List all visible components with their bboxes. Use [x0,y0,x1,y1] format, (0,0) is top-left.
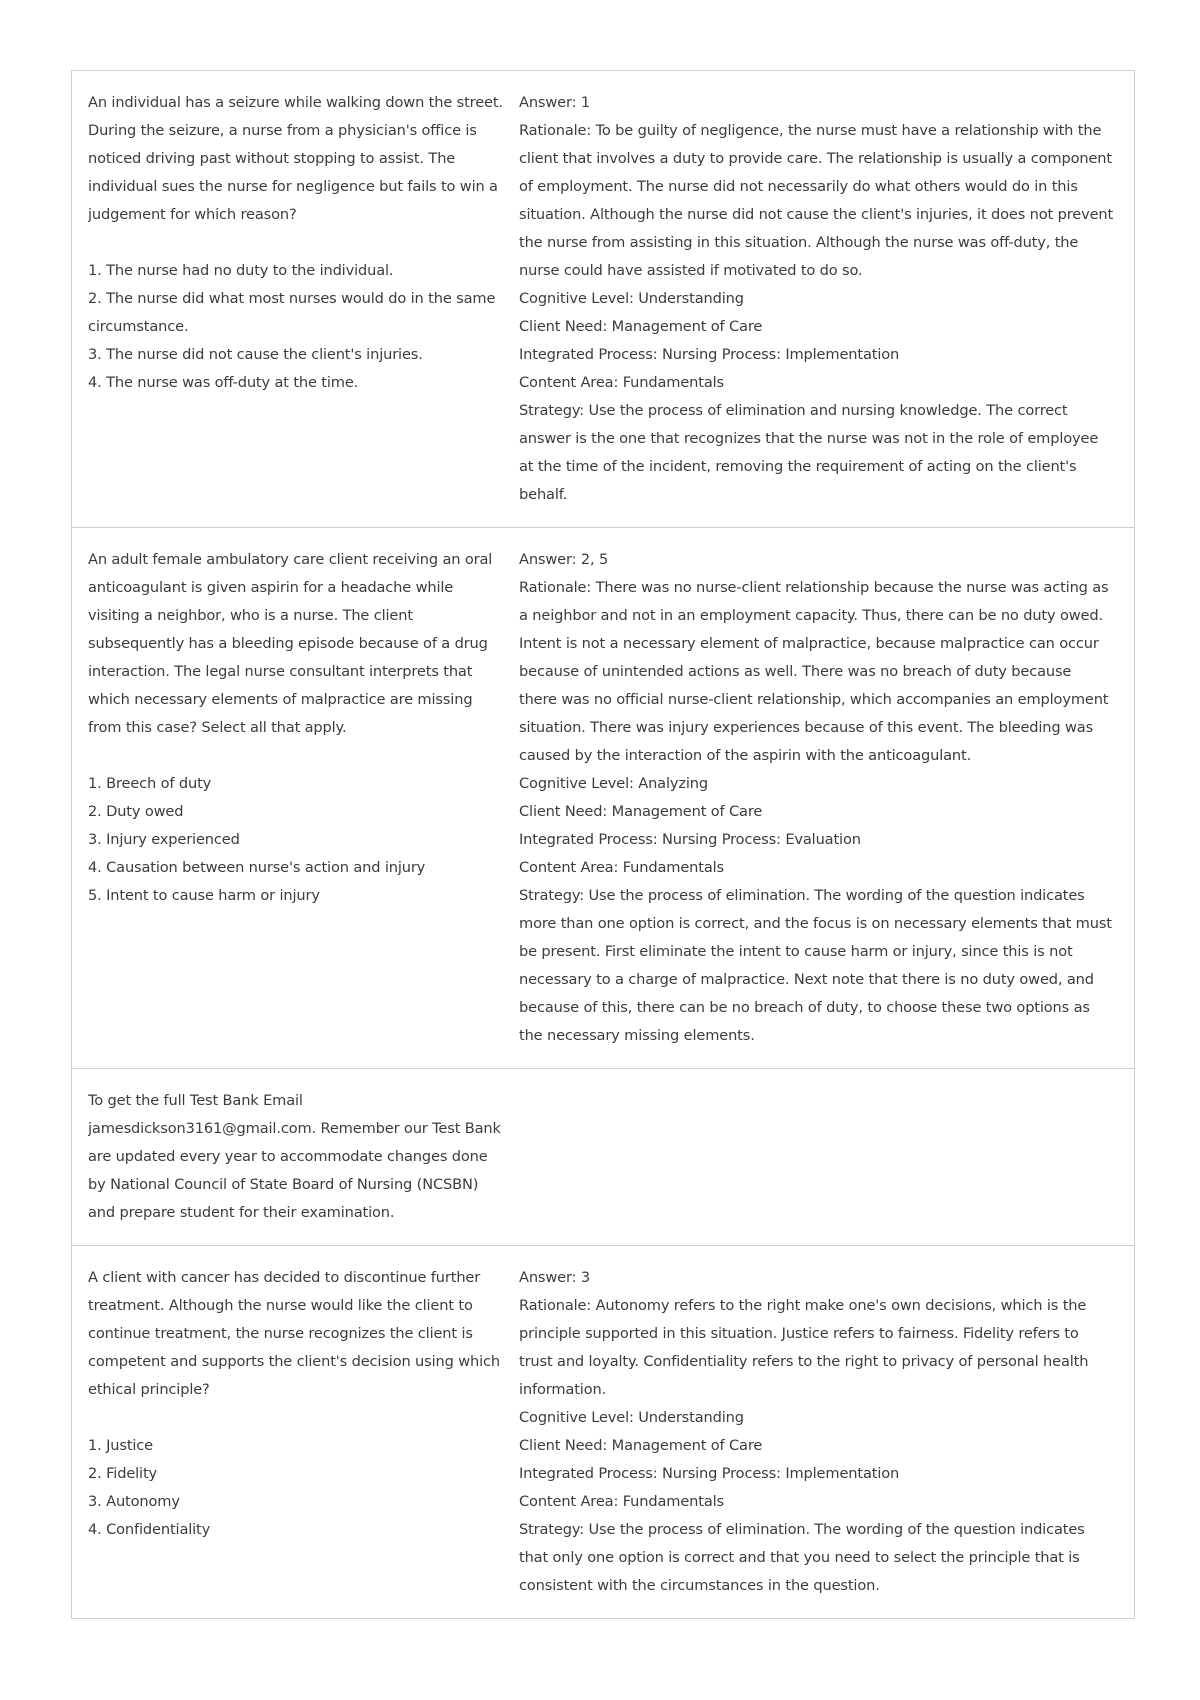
rationale-line: Content Area: Fundamentals [519,859,724,876]
rationale-line: Rationale: Autonomy refers to the right make one's own decisions, which is the [519,1297,1087,1314]
rationale-line: behalf. [519,486,568,503]
question-text-line: visiting a neighbor, who is a nurse. The client [88,607,413,624]
spacer [88,229,507,257]
question-cell [72,1246,517,1618]
answer-option: 2. Duty owed [88,803,184,820]
answer-option: 1. Breech of duty [88,775,212,792]
rationale-line: the nurse from assisting in this situation. Although the nurse was off-duty, the [519,234,1079,251]
rationale-line: at the time of the incident, removing the requirement of acting on the client's [519,458,1077,475]
question-cell [72,528,517,1068]
answer-key: Answer: 2, 5 [519,551,609,568]
rationale-line: client that involves a duty to provide care. The relationship is usually a component [519,150,1112,167]
rationale-line: the necessary missing elements. [519,1027,755,1044]
question-row [72,527,1134,1068]
answer-option: 4. The nurse was off-duty at the time. [88,374,359,391]
question-text-line: During the seizure, a nurse from a physician's office is [88,122,477,139]
rationale-line: Integrated Process: Nursing Process: Implementation [519,1465,900,1482]
spacer [88,1404,507,1432]
answer-option: 2. Fidelity [88,1465,158,1482]
rationale-line: answer is the one that recognizes that the nurse was not in the role of employee [519,430,1099,447]
question-row [72,1245,1134,1618]
question-text-line: competent and supports the client's decision using which [88,1353,500,1370]
answer-option: 2. The nurse did what most nurses would do in the same [88,290,496,307]
question-row [72,71,1134,527]
question-cell [72,71,517,527]
question-row [72,1068,1134,1245]
answer-key: Answer: 3 [519,1269,590,1286]
answer-option: 4. Causation between nurse's action and injury [88,859,426,876]
rationale-line: Client Need: Management of Care [519,803,763,820]
question-text-line: interaction. The legal nurse consultant interprets that [88,663,473,680]
answer-cell [517,1069,1134,1245]
question-text-line: An individual has a seizure while walking down the street. [88,94,503,111]
rationale-line: Integrated Process: Nursing Process: Evaluation [519,831,861,848]
answer-cell [517,71,1134,527]
rationale-line: caused by the interaction of the aspirin with the anticoagulant. [519,747,972,764]
question-text-line: jamesdickson3161@gmail.com. Remember our Test Bank [88,1120,501,1137]
rationale-line: more than one option is correct, and the focus is on necessary elements that must [519,915,1112,932]
rationale-line: of employment. The nurse did not necessarily do what others would do in this [519,178,1078,195]
answer-option: 4. Confidentiality [88,1521,211,1538]
question-text-line: and prepare student for their examination. [88,1204,395,1221]
rationale-line: Strategy: Use the process of elimination. The wording of the question indicates [519,1521,1085,1538]
rationale-line: situation. Although the nurse did not cause the client's injuries, it does not prevent [519,206,1114,223]
rationale-line: Content Area: Fundamentals [519,374,724,391]
rationale-line: there was no official nurse-client relationship, which accompanies an employment [519,691,1109,708]
question-text-line: which necessary elements of malpractice are missing [88,691,473,708]
question-text-line: To get the full Test Bank Email [88,1092,303,1109]
question-cell [72,1069,517,1245]
rationale-line: because of this, there can be no breach of duty, to choose these two options as [519,999,1090,1016]
answer-option: circumstance. [88,318,189,335]
rationale-line: be present. First eliminate the intent to cause harm or injury, since this is not [519,943,1073,960]
question-text-line: individual sues the nurse for negligence but fails to win a [88,178,498,195]
answer-option: 3. Autonomy [88,1493,180,1510]
answer-option: 5. Intent to cause harm or injury [88,887,320,904]
rationale-line: Strategy: Use the process of elimination. The wording of the question indicates [519,887,1085,904]
answer-key: Answer: 1 [519,94,590,111]
rationale-line: Client Need: Management of Care [519,1437,763,1454]
question-text-line: treatment. Although the nurse would like the client to [88,1297,473,1314]
answer-option: 1. Justice [88,1437,153,1454]
answer-option: 1. The nurse had no duty to the individual. [88,262,394,279]
rationale-line: Cognitive Level: Understanding [519,1409,744,1426]
rationale-line: a neighbor and not in an employment capacity. Thus, there can be no duty owed. [519,607,1103,624]
question-text-line: judgement for which reason? [88,206,297,223]
answer-option: 3. The nurse did not cause the client's injuries. [88,346,423,363]
rationale-line: that only one option is correct and that you need to select the principle that is [519,1549,1080,1566]
question-text-line: subsequently has a bleeding episode because of a drug [88,635,488,652]
answer-option: 3. Injury experienced [88,831,240,848]
question-text-line: noticed driving past without stopping to assist. The [88,150,456,167]
rationale-line: nurse could have assisted if motivated to do so. [519,262,863,279]
rationale-line: Strategy: Use the process of elimination and nursing knowledge. The correct [519,402,1068,419]
question-text-line: A client with cancer has decided to discontinue further [88,1269,481,1286]
question-answer-table [71,70,1135,1619]
rationale-line: Integrated Process: Nursing Process: Implementation [519,346,900,363]
rationale-line: necessary to a charge of malpractice. Next note that there is no duty owed, and [519,971,1094,988]
rationale-line: Rationale: To be guilty of negligence, the nurse must have a relationship with the [519,122,1102,139]
rationale-line: information. [519,1381,607,1398]
question-text-line: anticoagulant is given aspirin for a headache while [88,579,454,596]
rationale-line: Cognitive Level: Understanding [519,290,744,307]
question-text-line: ethical principle? [88,1381,210,1398]
answer-cell [517,1246,1134,1618]
rationale-line: situation. There was injury experiences because of this event. The bleeding was [519,719,1094,736]
spacer [88,742,507,770]
question-text-line: from this case? Select all that apply. [88,719,347,736]
rationale-line: trust and loyalty. Confidentiality refers to the right to privacy of personal health [519,1353,1089,1370]
rationale-line: Content Area: Fundamentals [519,1493,724,1510]
rationale-line: consistent with the circumstances in the question. [519,1577,880,1594]
question-text-line: are updated every year to accommodate changes done [88,1148,488,1165]
rationale-line: Client Need: Management of Care [519,318,763,335]
question-text-line: An adult female ambulatory care client receiving an oral [88,551,493,568]
question-text-line: continue treatment, the nurse recognizes the client is [88,1325,473,1342]
rationale-line: Cognitive Level: Analyzing [519,775,708,792]
question-text-line: by National Council of State Board of Nursing (NCSBN) [88,1176,479,1193]
rationale-line: principle supported in this situation. Justice refers to fairness. Fidelity refers to [519,1325,1079,1342]
rationale-line: because of unintended actions as well. There was no breach of duty because [519,663,1072,680]
rationale-line: Intent is not a necessary element of malpractice, because malpractice can occur [519,635,1099,652]
answer-cell [517,528,1134,1068]
rationale-line: Rationale: There was no nurse-client relationship because the nurse was acting as [519,579,1109,596]
